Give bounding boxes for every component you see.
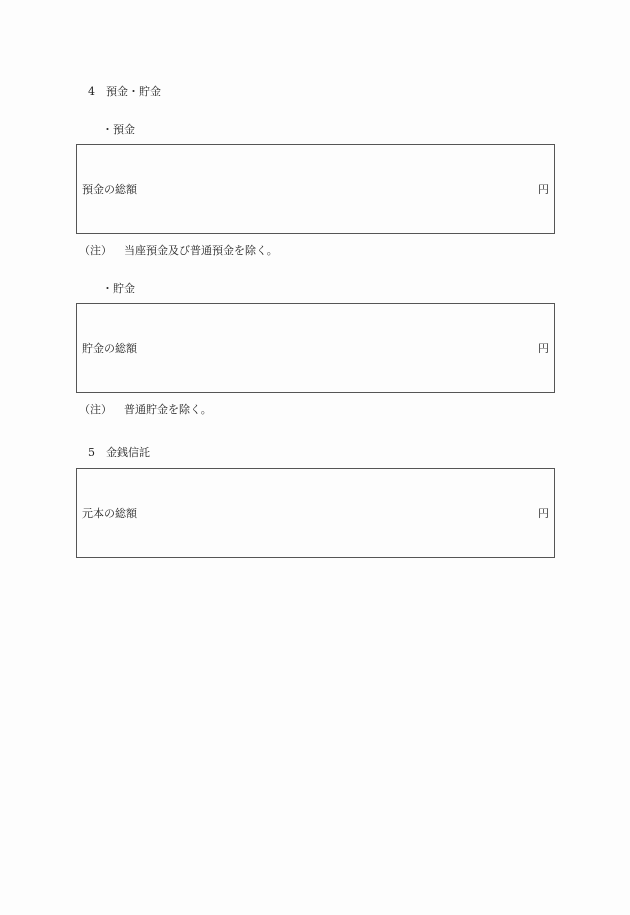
deposit-total-label: 預金の総額: [82, 183, 137, 196]
savings-note-mark: （注）: [79, 403, 112, 416]
section-4-number: 4: [88, 85, 95, 98]
section-5-number: 5: [88, 446, 95, 459]
principal-total-unit: 円: [538, 507, 549, 520]
savings-heading: ・貯金: [102, 282, 135, 295]
section-4-title: 預金・貯金: [106, 85, 161, 98]
deposit-total-unit: 円: [538, 183, 549, 196]
deposit-heading: ・預金: [102, 123, 135, 136]
deposit-note-mark: （注）: [79, 244, 112, 257]
savings-total-box[interactable]: [76, 303, 555, 393]
principal-total-box[interactable]: [76, 468, 555, 558]
savings-total-unit: 円: [538, 342, 549, 355]
savings-total-label: 貯金の総額: [82, 342, 137, 355]
deposit-total-box[interactable]: [76, 144, 555, 234]
savings-note: 普通貯金を除く。: [124, 403, 212, 416]
deposit-note: 当座預金及び普通預金を除く。: [124, 244, 278, 257]
section-5-title: 金銭信託: [106, 446, 150, 459]
principal-total-label: 元本の総額: [82, 507, 137, 520]
